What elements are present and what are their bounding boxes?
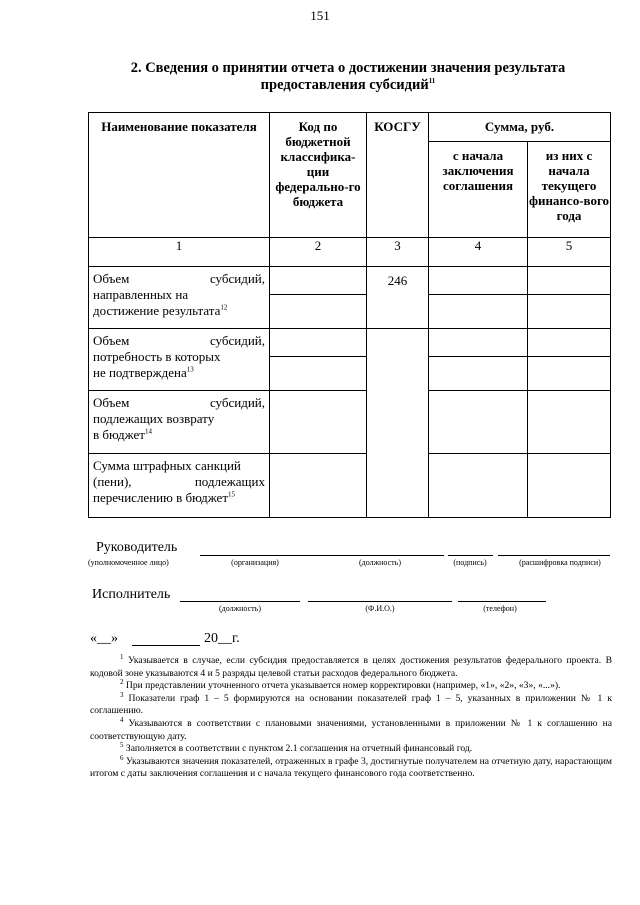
caption-position: (должность)	[359, 558, 401, 567]
cell-sum-year	[528, 295, 611, 329]
head-label: Руководитель	[96, 540, 178, 555]
cell-sum-year	[528, 267, 611, 295]
section-title	[88, 60, 608, 94]
col-number-4: 4	[429, 238, 528, 267]
col-number-3: 3	[367, 238, 429, 267]
head-line-sign[interactable]	[448, 555, 493, 556]
footnotes	[90, 652, 612, 781]
cell-sum-year	[528, 454, 611, 518]
header-indicator-name: Наименование показателя	[89, 113, 270, 238]
cell-sum	[429, 454, 528, 518]
cell-code	[270, 391, 367, 454]
footnote: $^6$ Указываются значения показателей, отраженных в графе 3, достигнутые получателем на отчетную дату, нарастающим итогом с даты заключения соглашения и с начала текущего финансового года соответственно.	[90, 753, 612, 780]
cell-code	[270, 267, 367, 295]
caption-signature: (подпись)	[453, 558, 487, 567]
caption-exec-position: (должность)	[219, 604, 261, 613]
cell-sum	[429, 329, 528, 357]
footnote: $^1$ Указывается в случае, если субсидия предоставляется в целях достижения результатов федерального проекта. В кодовой зоне указываются 4 и 5 разряды целевой статьи расходов федерального бюджета.	[90, 652, 612, 679]
exec-line-position[interactable]	[180, 601, 300, 602]
footnote: $^5$ Заполняется в соответствии с пунктом 2.1 соглашения на отчетный финансовый год.	[120, 740, 473, 755]
header-budget-code: Код по бюджетной классифика-ции федерально-го бюджета	[270, 113, 367, 238]
head-line-org[interactable]	[200, 555, 444, 556]
head-sub-caption: (уполномоченное лицо)	[88, 558, 169, 567]
cell-sum-year	[528, 329, 611, 357]
row-label-return: Объем субсидий, подлежащих возврату в бюджет$^{14}$	[89, 391, 270, 454]
cell-sum	[429, 295, 528, 329]
title-line-1: 2. Сведения о принятии отчета о достижении значения результата	[130, 60, 566, 76]
cell-code	[270, 357, 367, 391]
executor-label: Исполнитель	[92, 587, 171, 602]
report-table	[88, 112, 611, 518]
caption-organization: (организация)	[231, 558, 279, 567]
header-since-agreement: с начала заключения соглашения	[429, 142, 528, 238]
footnote: $^3$ Показатели граф 1 – 5 формируются на основании показателей граф 1 – 5, указанных в приложении № 1 к соглашению.	[90, 690, 612, 717]
head-line-name[interactable]	[498, 555, 610, 556]
caption-exec-phone: (телефон)	[483, 604, 517, 613]
exec-line-phone[interactable]	[458, 601, 546, 602]
cell-sum-year	[528, 357, 611, 391]
header-since-year: из них с начала текущего финансо-вого года	[528, 142, 611, 238]
col-number-1: 1	[89, 238, 270, 267]
footnote: $^2$ При представлении уточненного отчета указывается номер корректировки (например, «1», «2», «3», «...»).	[120, 678, 561, 692]
cell-code	[270, 295, 367, 329]
col-number-2: 2	[270, 238, 367, 267]
header-kosgu: КОСГУ	[367, 113, 429, 238]
cell-kosgu-empty	[367, 329, 429, 518]
cell-sum-year	[528, 391, 611, 454]
row-label-unconfirmed: Объем субсидий, потребность в которых не подтверждена$^{13}$	[89, 329, 270, 391]
header-sum: Сумма, руб.	[429, 113, 611, 142]
exec-line-fio[interactable]	[308, 601, 452, 602]
cell-code	[270, 329, 367, 357]
caption-signature-decoding: (расшифровка подписи)	[519, 558, 601, 567]
row-label-penalties: Сумма штрафных санкций (пени), подлежащих перечислению в бюджет$^{15}$	[89, 454, 270, 518]
col-number-5: 5	[528, 238, 611, 267]
footnote: $^4$ Указываются в соответствии с плановыми значениями, установленными в приложении № 1 к соглашению на соответствующую дату.	[90, 715, 612, 742]
cell-kosgu-value: 246	[367, 267, 429, 329]
date-day: «__»	[90, 631, 118, 646]
cell-code	[270, 454, 367, 518]
cell-sum	[429, 267, 528, 295]
cell-sum	[429, 357, 528, 391]
date-year: 20__г.	[204, 631, 240, 646]
page-number: 151	[310, 8, 330, 23]
date-month-line[interactable]	[132, 645, 200, 646]
caption-exec-fio: (Ф.И.О.)	[365, 604, 395, 613]
cell-sum	[429, 391, 528, 454]
row-label-directed: Объем субсидий, направленных на достижение результата$^{12}$	[89, 267, 270, 329]
title-line-2: предоставления субсидий$^{11}$	[260, 77, 436, 93]
